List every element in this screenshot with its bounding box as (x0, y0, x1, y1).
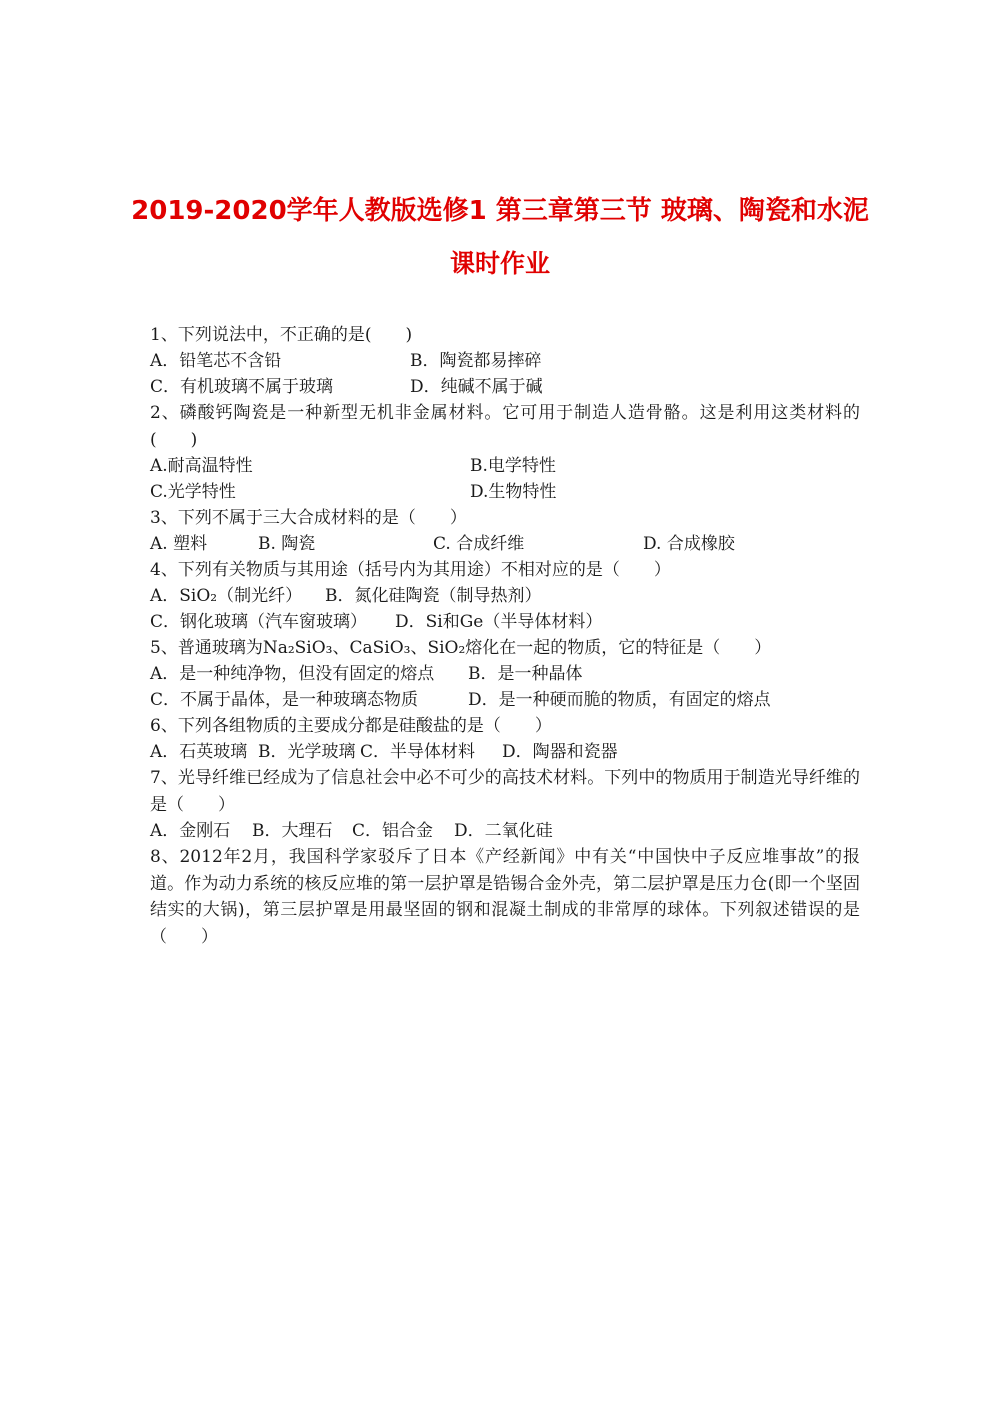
option-a: A. 塑料 (150, 534, 208, 554)
question-5-options-row-1 (150, 661, 860, 687)
option-a: A.耐高温特性 (150, 456, 253, 476)
option-c: C．有机玻璃不属于玻璃 (150, 377, 334, 397)
option-b: B．陶瓷都易摔碎 (410, 351, 542, 371)
option-b: B. 陶瓷 (258, 534, 316, 554)
question-1-options-row-1 (150, 348, 860, 374)
option-b: B．大理石 (252, 821, 333, 841)
option-d: D．是一种硬而脆的物质，有固定的熔点 (468, 690, 771, 710)
option-d: D．陶器和瓷器 (502, 742, 618, 762)
option-a: A．是一种纯净物，但没有固定的熔点 (150, 664, 435, 684)
question-2-options-row-2 (150, 479, 860, 505)
option-c: C．半导体材料 (360, 742, 476, 762)
option-b: B．光学玻璃 (258, 742, 356, 762)
question-1-options-row-2 (150, 374, 860, 400)
option-c: C．铝合金 (352, 821, 434, 841)
question-2-stem: 2、磷酸钙陶瓷是一种新型无机非金属材料。它可用于制造人造骨骼。这是利用这类材料的( ) (150, 403, 860, 450)
question-3-options-row (150, 531, 860, 557)
question-6-options-row (150, 739, 860, 765)
question-1-stem: 1、下列说法中，不正确的是( ) (150, 325, 413, 345)
option-a: A．SiO₂（制光纤） (150, 586, 303, 606)
question-4-options-row-2 (150, 609, 860, 635)
option-d: D. 合成橡胶 (643, 534, 735, 554)
option-d: D．Si和Ge（半导体材料） (395, 612, 603, 632)
option-b: B．是一种晶体 (468, 664, 583, 684)
option-b: B.电学特性 (470, 456, 556, 476)
option-d: D．二氧化硅 (454, 821, 553, 841)
document-subtitle: 课时作业 (449, 249, 550, 278)
option-c: C.光学特性 (150, 482, 236, 502)
option-a: A．铅笔芯不含铅 (150, 351, 282, 371)
option-a: A．金刚石 (150, 821, 231, 841)
option-c: C．不属于晶体，是一种玻璃态物质 (150, 690, 419, 710)
option-b: B．氮化硅陶瓷（制导热剂） (325, 586, 542, 606)
option-c: C. 合成纤维 (433, 534, 525, 554)
question-2-options-row-1 (150, 453, 860, 479)
question-5-options-row-2 (150, 687, 860, 713)
question-6-stem: 6、下列各组物质的主要成分都是硅酸盐的是（ ） (150, 716, 552, 736)
question-3-stem: 3、下列不属于三大合成材料的是（ ） (150, 508, 467, 528)
question-4-stem: 4、下列有关物质与其用途（括号内为其用途）不相对应的是（ ） (150, 560, 671, 580)
question-list (150, 322, 860, 950)
question-4-options-row-1 (150, 583, 860, 609)
option-d: D．纯碱不属于碱 (410, 377, 543, 397)
document-title: 2019-2020学年人教版选修1 第三章第三节 玻璃、陶瓷和水泥 (131, 196, 869, 226)
option-c: C．钢化玻璃（汽车窗玻璃） (150, 612, 368, 632)
question-7-options-row (150, 818, 860, 844)
option-d: D.生物特性 (470, 482, 557, 502)
question-5-stem: 5、普通玻璃为Na₂SiO₃、CaSiO₃、SiO₂熔化在一起的物质，它的特征是（ ） (150, 638, 772, 658)
option-a: A．石英玻璃 (150, 742, 248, 762)
question-8-stem: 8、2012年2月，我国科学家驳斥了日本《产经新闻》中有关“中国快中子反应堆事故”的报道。作为动力系统的核反应堆的第一层护罩是锆锡合金外壳，第二层护罩是压力仓(即一个坚固结实的大锅)，第三层护罩是用最坚固的钢和混凝土制成的非常厚的球体。下列叙述错误的是（ ） (150, 847, 860, 947)
question-7-stem: 7、光导纤维已经成为了信息社会中必不可少的高技术材料。下列中的物质用于制造光导纤维的是（ ） (150, 768, 860, 815)
